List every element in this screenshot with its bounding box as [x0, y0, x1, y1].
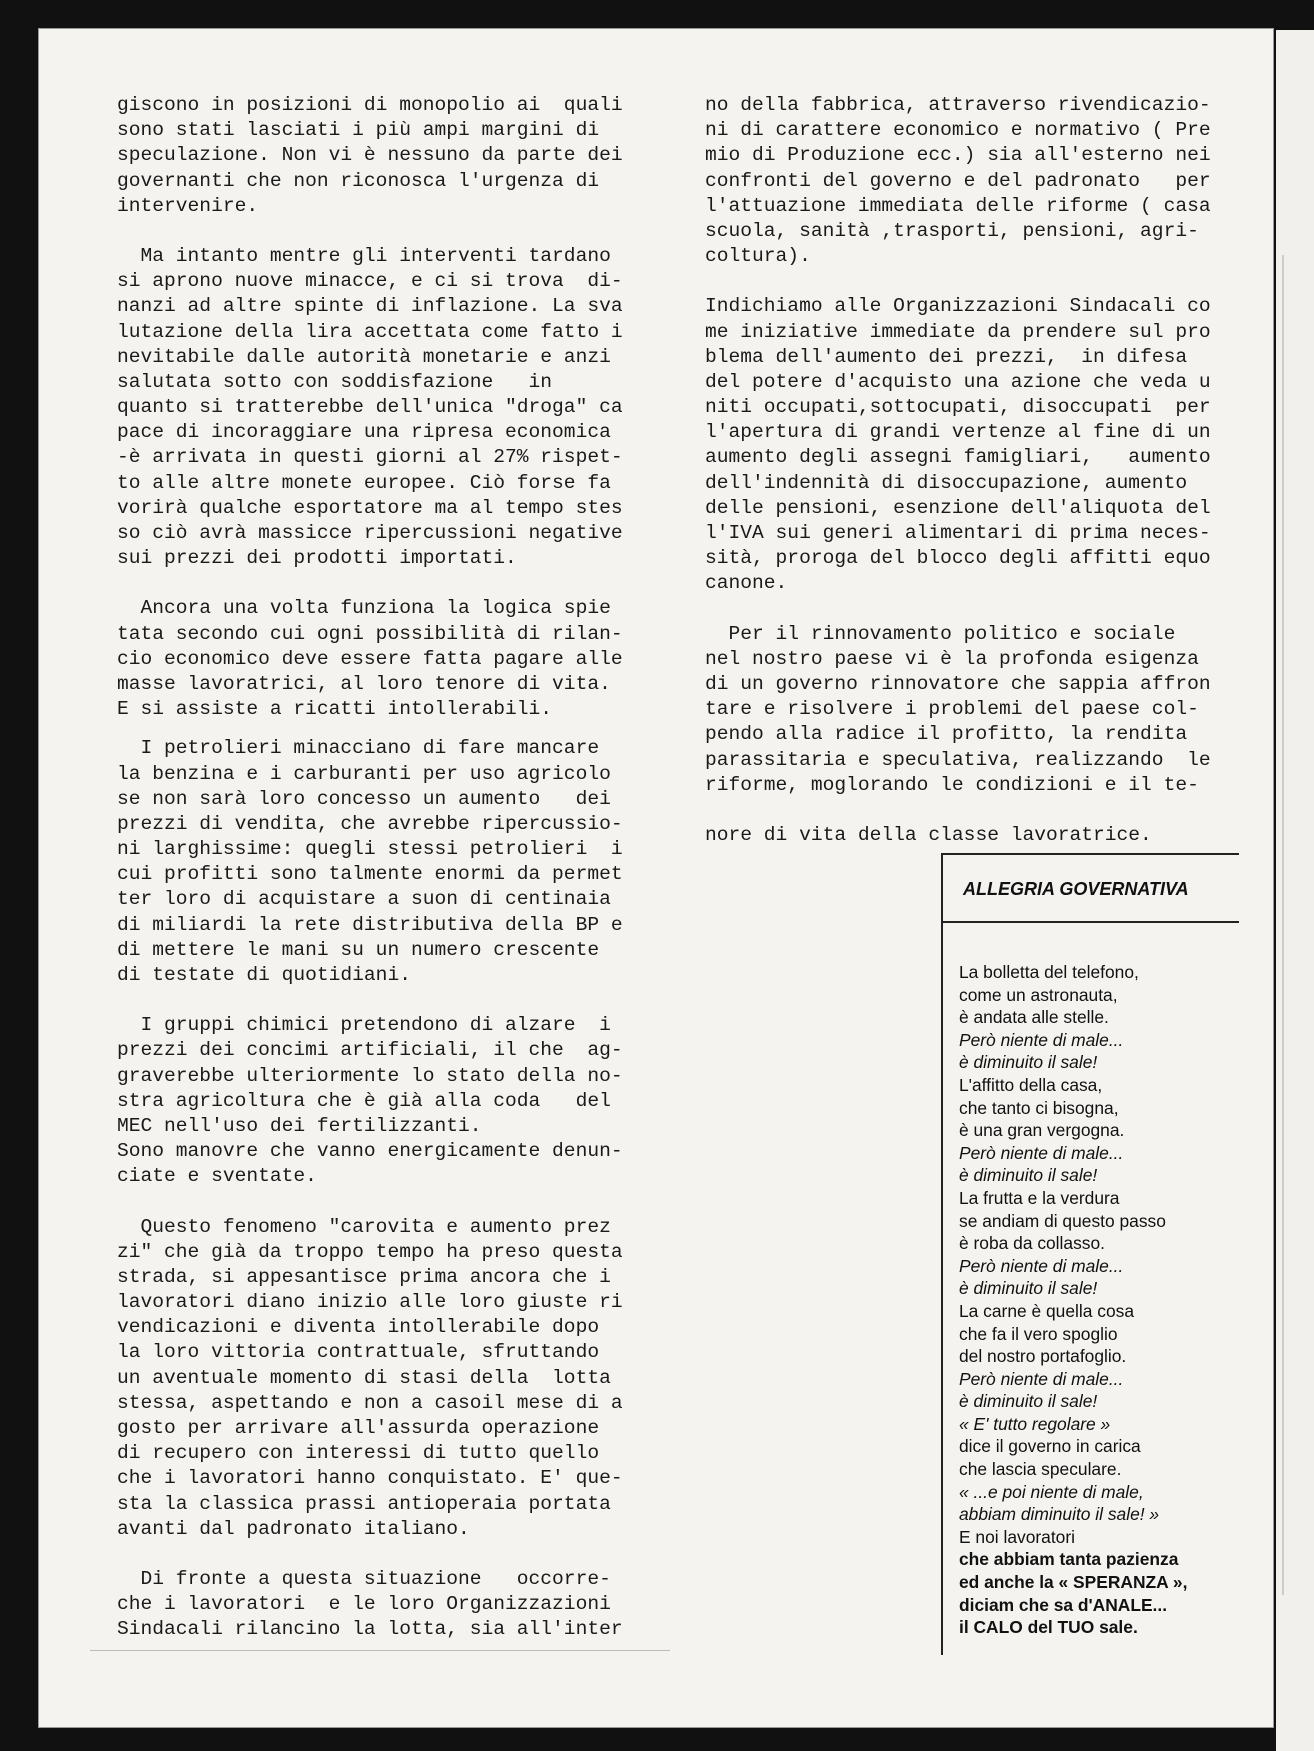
text-line: avanti dal padronato italiano. [117, 1517, 470, 1540]
poem-line: Però niente di male... [959, 1029, 1124, 1050]
text-line: nanzi ad altre spinte di inflazione. La sva [117, 295, 623, 318]
text-line: I petrolieri minacciano di fare mancare [117, 737, 600, 760]
text-line: nel nostro paese vi è la profonda esigenza [705, 647, 1199, 670]
poem-text [959, 961, 1187, 1639]
poem-line: è andata alle stelle. [959, 1007, 1109, 1028]
text-line: tare e risolvere i problemi del paese col- [705, 698, 1199, 721]
poem-line: se andiam di questo passo [959, 1210, 1166, 1231]
text-line: canone. [705, 572, 788, 595]
text-line: la loro vittoria contrattuale, sfruttando [117, 1341, 600, 1364]
text-line: governanti che non riconosca l'urgenza di [117, 169, 600, 192]
poem-line: è roba da collasso. [959, 1233, 1105, 1254]
text-line: Ancora una volta funziona la logica spie [117, 597, 611, 620]
bottom-rule [90, 1650, 670, 1651]
text-line: sono stati lasciati i più ampi margini di [117, 119, 600, 142]
poem-title: ALLEGRIA GOVERNATIVA [963, 879, 1189, 899]
text-line: speculazione. Non vi è nessuno da parte dei [117, 144, 623, 167]
text-line: me iniziative immediate da prendere sul pro [705, 320, 1211, 343]
text-line: lavoratori diano inizio alle loro giuste ri [117, 1291, 623, 1314]
poem-line: diciam che sa d'ANALE... [959, 1594, 1168, 1615]
paragraph [117, 736, 657, 988]
text-line: Per il rinnovamento politico e sociale [705, 622, 1176, 645]
poem-line: ed anche la « SPERANZA », [959, 1572, 1188, 1593]
text-line: MEC nell'uso dei fertilizzanti. [117, 1114, 482, 1137]
text-line: vorirà qualche esportatore ma al tempo stes [117, 496, 623, 519]
text-line: di testate di quotidiani. [117, 964, 411, 986]
paragraph [117, 244, 657, 571]
text-line: giscono in posizioni di monopolio ai quali [117, 94, 623, 116]
text-line: coltura). [705, 245, 811, 268]
text-line: delle pensioni, esenzione dell'aliquota del [705, 496, 1211, 519]
poem-line: che lascia speculare. [959, 1459, 1122, 1480]
text-line: ciate e sventate. [117, 1165, 317, 1188]
poem-line: che fa il vero spoglio [959, 1323, 1118, 1344]
text-line: ni larghissime: quegli stessi petrolieri i [117, 838, 623, 861]
poem-line: L'affitto della casa, [959, 1074, 1103, 1095]
poem-line: Però niente di male... [959, 1142, 1124, 1163]
text-line: graverebbe ulteriormente lo stato della no- [117, 1064, 623, 1087]
text-line: vendicazioni e diventa intollerabile dopo [117, 1316, 600, 1339]
text-line: mio di Produzione ecc.) sia all'esterno nei [705, 144, 1211, 167]
text-line: strada, si appesantisce prima ancora che i [117, 1265, 611, 1288]
text-line: che i lavoratori hanno conquistato. E' que- [117, 1467, 623, 1490]
poem-line: il CALO del TUO sale. [959, 1617, 1138, 1638]
poem-line: è diminuito il sale! [959, 1391, 1098, 1412]
poem-title-rule [943, 921, 1239, 923]
text-line: la benzina e i carburanti per uso agricolo [117, 762, 611, 785]
text-line: Ma intanto mentre gli interventi tardano [117, 244, 611, 267]
text-line: ter loro di acquistare a suon di centinaia [117, 888, 611, 911]
poem-line: La carne è quella cosa [959, 1300, 1134, 1321]
text-line: dell'indennità di disoccupazione, aumento [705, 471, 1188, 494]
text-line: pace di incoraggiare una ripresa economica [117, 421, 611, 444]
text-line: se non sarà loro concesso un aumento dei [117, 787, 611, 810]
text-line: del potere d'acquisto una azione che veda u [705, 370, 1211, 393]
text-line: sità, proroga del blocco degli affitti equo [705, 547, 1211, 570]
text-line: un aventuale momento di stasi della lotta [117, 1366, 611, 1389]
text-line: tata secondo cui ogni possibilità di rilan- [117, 622, 623, 645]
text-line: sui prezzi dei prodotti importati. [117, 547, 517, 570]
paragraph [117, 1013, 657, 1189]
poem-line: è diminuito il sale! [959, 1052, 1098, 1073]
text-line: nore di vita della classe lavoratrice. [705, 823, 1152, 846]
right-text-column [705, 93, 1250, 873]
text-line: Di fronte a questa situazione occorre- [117, 1567, 611, 1590]
text-line: quanto si tratterebbe dell'unica "droga" ca [117, 396, 623, 419]
text-line: l'attuazione immediata delle riforme ( casa [705, 194, 1211, 217]
paragraph [117, 93, 657, 219]
text-line: blema dell'aumento dei prezzi, in difesa [705, 345, 1188, 368]
poem-line: è diminuito il sale! [959, 1278, 1098, 1299]
text-line: sta la classica prassi antioperaia portata [117, 1492, 611, 1515]
text-line: gosto per arrivare all'assurda operazione [117, 1417, 600, 1439]
paragraph [705, 294, 1250, 596]
text-line: masse lavoratrici, al loro tenore di vita. [117, 672, 611, 695]
text-line: stessa, aspettando e non a casoil mese di a [117, 1391, 623, 1414]
paragraph [117, 596, 657, 722]
text-line: riforme, moglorando le condizioni e il te- [705, 773, 1199, 796]
text-line: si aprono nuove minacce, e ci si trova di- [117, 270, 623, 293]
text-line: lutazione della lira accettata come fatto i [117, 320, 623, 343]
text-line: -è arrivata in questi giorni al 27% rispet- [117, 446, 623, 469]
left-text-column [117, 93, 657, 1668]
text-line: so ciò avrà massicce ripercussioni negative [117, 522, 623, 544]
poem-line: E noi lavoratori [959, 1526, 1075, 1547]
text-line: I gruppi chimici pretendono di alzare i [117, 1014, 611, 1037]
text-line: salutata sotto con soddisfazione in [117, 370, 553, 393]
poem-line: abbiam diminuito il sale! » [959, 1504, 1160, 1525]
text-line: di miliardi la rete distributiva della BP e [117, 913, 623, 936]
text-line: di mettere le mani su un numero crescente [117, 938, 600, 961]
text-line: confronti del governo e del padronato per [705, 169, 1211, 192]
poem-line: è una gran vergogna. [959, 1120, 1125, 1141]
text-line: to alle altre monete europee. Ciò forse fa [117, 471, 611, 494]
text-line: no della fabbrica, attraverso rivendicazio- [705, 94, 1211, 116]
poem-line: del nostro portafoglio. [959, 1346, 1127, 1367]
text-line: nevitabile dalle autorità monetarie e anzi [117, 345, 611, 368]
text-line: intervenire. [117, 194, 259, 217]
poem-line: Però niente di male... [959, 1255, 1124, 1276]
text-line: niti occupati,sottocupati, disoccupati per [705, 396, 1211, 419]
poem-line: dice il governo in carica [959, 1436, 1141, 1457]
text-line: cui profitti sono talmente enormi da permet [117, 863, 623, 886]
poem-line: « E' tutto regolare » [959, 1413, 1111, 1434]
text-line: Sindacali rilancino la lotta, sia all'inter [117, 1618, 623, 1641]
poem-line: « ...e poi niente di male, [959, 1481, 1144, 1502]
paragraph [705, 823, 1250, 848]
text-line: Indichiamo alle Organizzazioni Sindacali co [705, 295, 1211, 318]
text-line: Questo fenomeno "carovita e aumento prez [117, 1215, 611, 1238]
poem-line: Però niente di male... [959, 1368, 1124, 1389]
poem-line: La bolletta del telefono, [959, 962, 1139, 982]
poem-line: che tanto ci bisogna, [959, 1097, 1119, 1118]
text-line: che i lavoratori e le loro Organizzazioni [117, 1593, 611, 1616]
text-line: l'apertura di grandi vertenze al fine di un [705, 421, 1211, 444]
text-line: parassitaria e speculativa, realizzando le [705, 748, 1211, 771]
poem-line: come un astronauta, [959, 984, 1118, 1005]
text-line: di un governo rinnovatore che sappia affron [705, 672, 1211, 695]
text-line: prezzi dei concimi artificiali, il che ag- [117, 1039, 623, 1062]
text-line: E si assiste a ricatti intollerabili. [117, 698, 553, 721]
paragraph [117, 1567, 657, 1643]
text-line: cio economico deve essere fatta pagare alle [117, 647, 623, 670]
text-line: l'IVA sui generi alimentari di prima neces- [705, 522, 1211, 544]
poem-line: La frutta e la verdura [959, 1187, 1120, 1208]
page-edge-line [1282, 255, 1284, 1595]
text-line: Sono manovre che vanno energicamente denun- [117, 1140, 623, 1163]
paragraph [705, 622, 1250, 798]
text-line: di recupero con interessi di tutto quello [117, 1442, 600, 1465]
text-line: scuola, sanità ,trasporti, pensioni, agri- [705, 219, 1199, 242]
paragraph [117, 1215, 657, 1542]
text-line: pendo alla radice il profitto, la rendita [705, 723, 1188, 746]
text-line: zi" che già da troppo tempo ha preso questa [117, 1240, 623, 1263]
text-line: prezzi di vendita, che avrebbe ripercussio- [117, 812, 623, 835]
poem-box [941, 853, 1239, 1655]
poem-line: è diminuito il sale! [959, 1165, 1098, 1186]
paragraph [705, 93, 1250, 269]
text-line: stra agricoltura che è già alla coda del [117, 1089, 611, 1112]
text-line: aumento degli assegni famigliari, aumento [705, 446, 1211, 469]
text-line: ni di carattere economico e normativo ( Pre [705, 119, 1211, 142]
poem-line: che abbiam tanta pazienza [959, 1549, 1179, 1570]
